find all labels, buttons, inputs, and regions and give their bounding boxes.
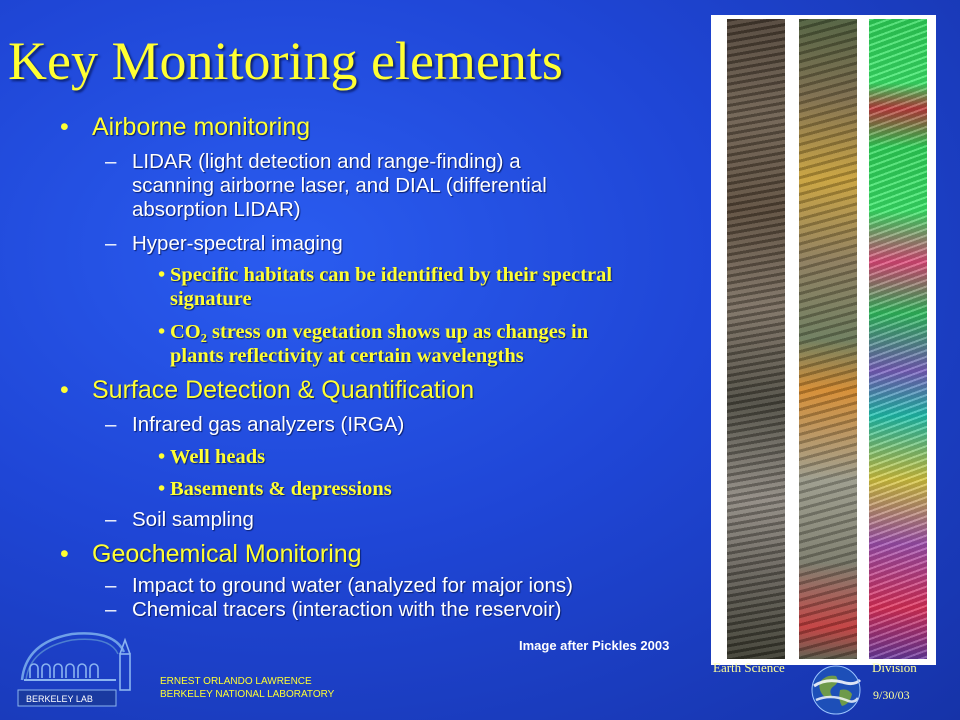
bullet-level2-text: LIDAR (light detection and range-finding) a [132, 150, 521, 173]
bullet-marker: – [105, 508, 117, 531]
aerial-image-strip-natural [727, 19, 785, 659]
image-caption: Image after Pickles 2003 [519, 638, 670, 653]
bullet-marker: • [60, 113, 69, 141]
bullet-level3-text: Specific habitats can be identified by their spectral [170, 264, 613, 286]
bullet-marker: – [105, 150, 117, 173]
bullet-marker: – [105, 232, 117, 255]
bullet-level3-text: Well heads [170, 446, 266, 468]
bullet-level3-text: signature [170, 288, 252, 310]
bullet-marker: – [105, 598, 117, 621]
lab-name-line2: BERKELEY NATIONAL LABORATORY [160, 689, 335, 700]
bullet-level2-text: scanning airborne laser, and DIAL (differential [132, 174, 547, 197]
bullet-marker: – [105, 574, 117, 597]
bullet-level1-text: Airborne monitoring [92, 113, 311, 141]
bullet-marker: – [105, 413, 117, 436]
bullet-marker: • [158, 446, 166, 468]
bullet-marker: • [158, 264, 166, 286]
bullet-marker: • [60, 376, 69, 404]
berkeley-lab-logo [16, 620, 146, 710]
slide-title: Key Monitoring elements [8, 31, 563, 91]
bullet-marker: • [158, 478, 166, 500]
bullet-level2-text: Hyper-spectral imaging [132, 232, 343, 255]
berkeley-lab-wordmark: BERKELEY LAB [26, 694, 93, 704]
bullet-level2-text: Soil sampling [132, 508, 254, 531]
bullet-marker: • [158, 321, 166, 343]
aerial-image-strip-enhanced [799, 19, 857, 659]
bullet-level1-text: Geochemical Monitoring [92, 540, 362, 568]
earth-science-label: Earth Science [713, 660, 785, 675]
bullet-marker: • [60, 540, 69, 568]
bullet-level3-text: Basements & depressions [170, 478, 392, 500]
lab-name-line1: ERNEST ORLANDO LAWRENCE [160, 676, 312, 687]
globe-icon [806, 660, 866, 720]
bullet-level2-text: Impact to ground water (analyzed for major ions) [132, 574, 573, 597]
aerial-image-strip-classified [869, 19, 927, 659]
hyperspectral-image-panel [711, 15, 936, 665]
bullet-level2-text: Infrared gas analyzers (IRGA) [132, 413, 405, 436]
slide-date: 9/30/03 [873, 688, 910, 702]
bullet-level1-text: Surface Detection & Quantification [92, 376, 475, 404]
bullet-level3-text: plants reflectivity at certain wavelengths [170, 345, 524, 367]
bullet-level2-text: absorption LIDAR) [132, 198, 301, 221]
division-label: Division [872, 660, 917, 675]
bullet-level2-text: Chemical tracers (interaction with the reservoir) [132, 598, 562, 621]
bullet-level3-text: CO₂ stress on vegetation shows up as changes in [170, 321, 589, 343]
lab-name [160, 675, 334, 701]
